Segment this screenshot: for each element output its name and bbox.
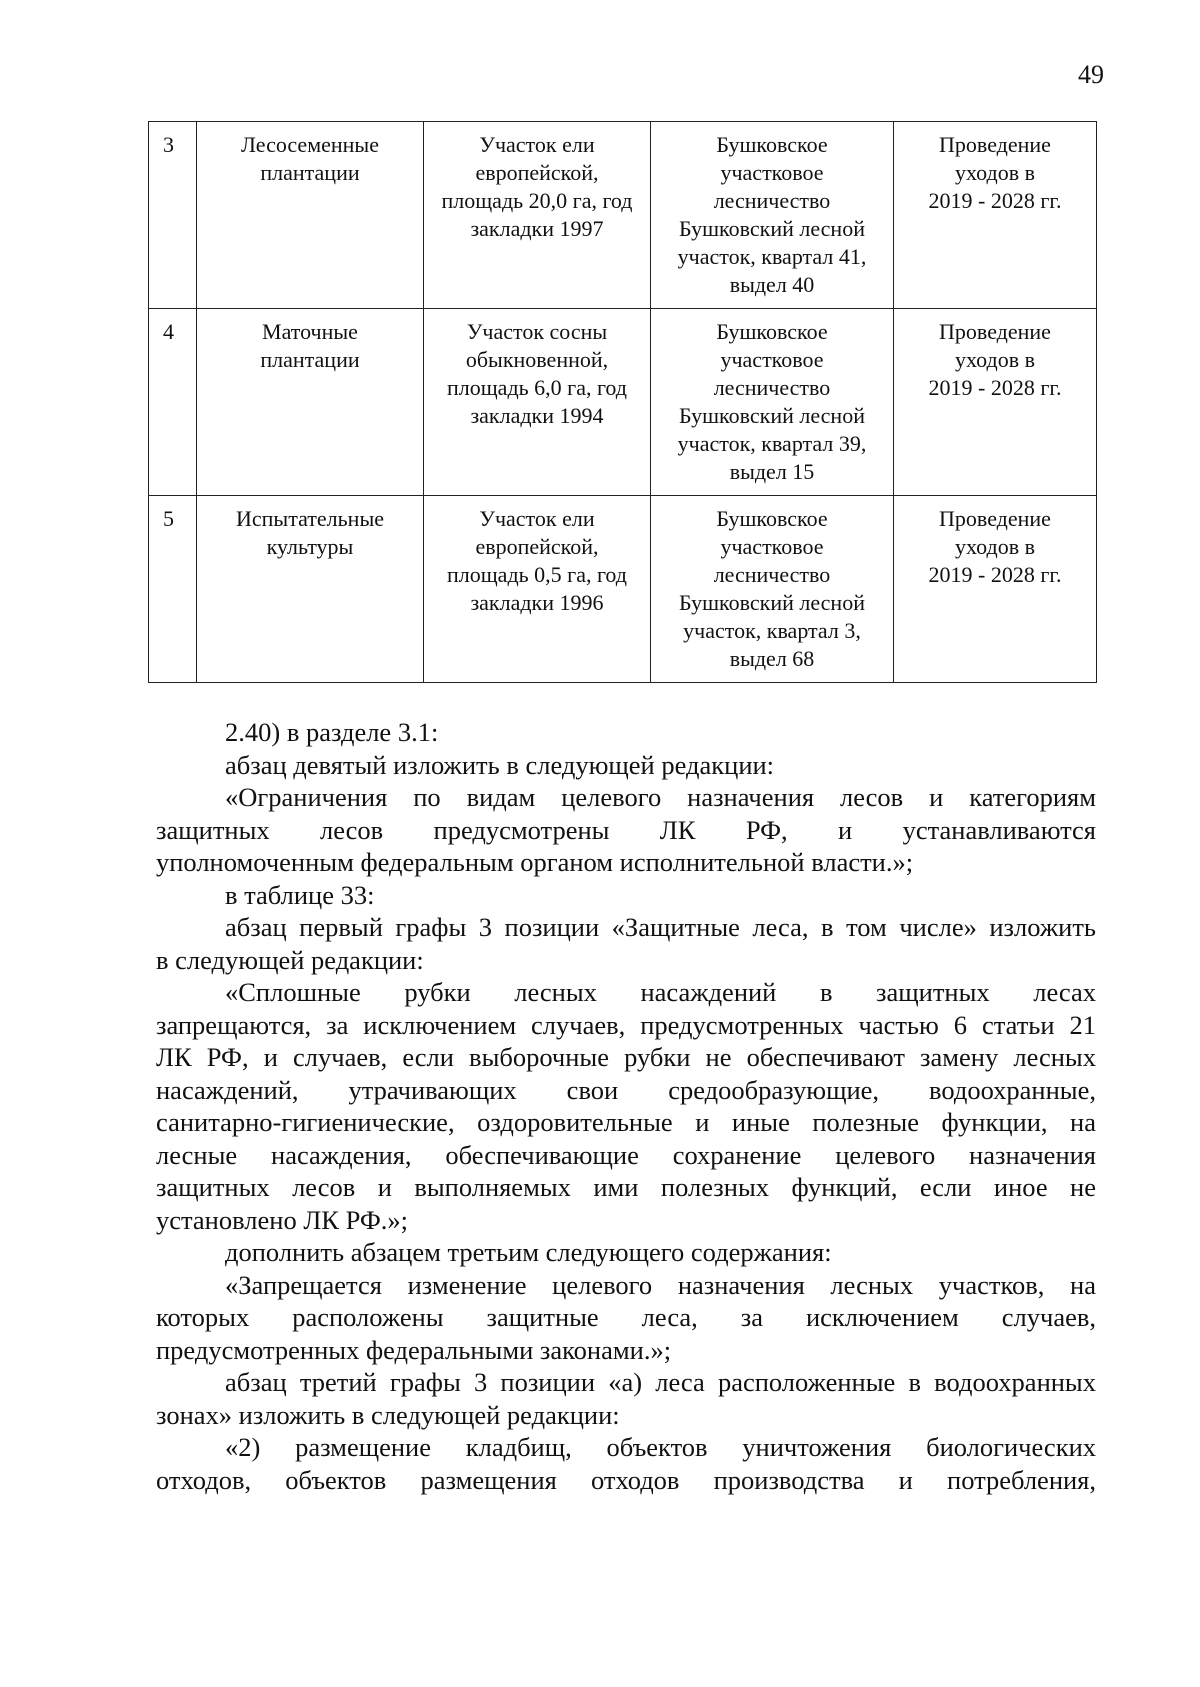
planned-action-cell xyxy=(894,309,1097,496)
plantation-type-cell xyxy=(197,496,424,683)
text-line: абзац первый графы 3 позиции «Защитные леса, в том числе» изложить xyxy=(225,912,1096,942)
planned-action-line: уходов в xyxy=(955,534,1035,559)
site-description-line: закладки 1997 xyxy=(470,216,604,241)
plantations-table xyxy=(148,121,1097,683)
text-line: «Сплошные рубки лесных насаждений в защитных лесах xyxy=(225,977,1096,1007)
table-row xyxy=(149,309,1097,496)
location-line: участковое xyxy=(720,160,824,185)
text-line: которых расположены защитные леса, за исключением случаев, xyxy=(156,1302,1096,1332)
location-line: участковое xyxy=(720,534,824,559)
location-line: Бушковское xyxy=(716,132,828,157)
planned-action-line: 2019 - 2028 гг. xyxy=(928,562,1062,587)
text-line: 2.40) в разделе 3.1: xyxy=(225,717,439,747)
site-description-line: закладки 1994 xyxy=(470,403,604,428)
text-line: абзац третий графы 3 позиции «а) леса расположенные в водоохранных xyxy=(225,1367,1096,1397)
planned-action-line: 2019 - 2028 гг. xyxy=(928,188,1062,213)
planned-action-cell xyxy=(894,496,1097,683)
plantation-type-cell xyxy=(197,309,424,496)
site-description-cell xyxy=(424,496,651,683)
site-description-line: обыкновенной, xyxy=(465,347,609,372)
text-line: зонах» изложить в следующей редакции: xyxy=(156,1399,620,1430)
site-description-line: площадь 20,0 га, год xyxy=(441,188,633,213)
location-line: Бушковский лесной xyxy=(679,216,865,241)
planned-action-line: уходов в xyxy=(955,347,1035,372)
site-description-line: европейской, xyxy=(475,534,599,559)
text-line: защитных лесов и выполняемых ими полезных функций, если иное не xyxy=(156,1172,1096,1202)
text-line: отходов, объектов размещения отходов производства и потребления, xyxy=(156,1464,1096,1495)
amendment-text xyxy=(156,716,1096,1496)
location-line: лесничество xyxy=(713,188,831,213)
location-line: участок, квартал 39, xyxy=(677,431,867,456)
text-line: санитарно-гигиенические, оздоровительные и иные полезные функции, на xyxy=(156,1107,1096,1137)
site-description-cell xyxy=(424,122,651,309)
text-line: в таблице 33: xyxy=(225,879,375,910)
location-cell xyxy=(651,309,894,496)
text-line: насаждений, утрачивающих свои средообразующие, водоохранные, xyxy=(156,1074,1096,1105)
text-line: «2) размещение кладбищ, объектов уничтожения биологических xyxy=(225,1432,1096,1462)
planned-action-line: Проведение xyxy=(939,132,1051,157)
site-description-line: площадь 0,5 га, год xyxy=(446,562,627,587)
location-cell xyxy=(651,496,894,683)
page-number: 49 xyxy=(1078,60,1104,89)
table-body xyxy=(149,122,1097,683)
site-description-line: Участок сосны xyxy=(466,319,608,344)
text-line: уполномоченным федеральным органом исполнительной власти.»; xyxy=(156,847,914,877)
site-description-line: площадь 6,0 га, год xyxy=(446,375,627,400)
table-row xyxy=(149,496,1097,683)
text-line: в следующей редакции: xyxy=(156,944,424,975)
location-line: Бушковский лесной xyxy=(679,590,865,615)
location-line: Бушковское xyxy=(716,319,828,344)
row-number-cell: 5 xyxy=(149,496,197,683)
location-line: лесничество xyxy=(713,562,831,587)
site-description-line: закладки 1996 xyxy=(470,590,604,615)
text-line: установлено ЛК РФ.»; xyxy=(156,1204,409,1235)
text-line: абзац девятый изложить в следующей редакции: xyxy=(225,749,775,780)
plantation-type-cell xyxy=(197,122,424,309)
site-description-line: европейской, xyxy=(475,160,599,185)
text-line: запрещаются, за исключением случаев, предусмотренных частью 6 статьи 21 xyxy=(156,1009,1096,1040)
planned-action-line: 2019 - 2028 гг. xyxy=(928,375,1062,400)
location-line: Бушковский лесной xyxy=(679,403,865,428)
text-line: ЛК РФ, и случаев, если выборочные рубки не обеспечивают замену лесных xyxy=(156,1042,1096,1072)
site-description-cell xyxy=(424,309,651,496)
table-row xyxy=(149,122,1097,309)
plantation-type-line: Маточные xyxy=(262,319,358,344)
location-line: участковое xyxy=(720,347,824,372)
plantation-type-line: Испытательные xyxy=(236,506,384,531)
plantation-type-line: культуры xyxy=(266,534,354,559)
text-line: «Ограничения по видам целевого назначения лесов и категориям xyxy=(225,782,1096,812)
plantation-type-line: Лесосеменные xyxy=(241,132,379,157)
location-cell xyxy=(651,122,894,309)
plantation-type-line: плантации xyxy=(260,347,360,372)
text-line: предусмотренных федеральными законами.»; xyxy=(156,1334,672,1365)
site-description-line: Участок ели xyxy=(479,506,595,531)
text-line: дополнить абзацем третьим следующего содержания: xyxy=(225,1237,832,1267)
location-line: Бушковское xyxy=(716,506,828,531)
planned-action-line: уходов в xyxy=(955,160,1035,185)
text-line: лесные насаждения, обеспечивающие сохранение целевого назначения xyxy=(156,1139,1096,1170)
plantation-type-line: плантации xyxy=(260,160,360,185)
row-number-cell: 4 xyxy=(149,309,197,496)
location-line: лесничество xyxy=(713,375,831,400)
row-number-cell: 3 xyxy=(149,122,197,309)
location-line: участок, квартал 41, xyxy=(677,244,867,269)
location-line: выдел 40 xyxy=(729,272,815,297)
text-line: защитных лесов предусмотрены ЛК РФ, и устанавливаются xyxy=(156,814,1096,845)
planned-action-cell xyxy=(894,122,1097,309)
text-line: «Запрещается изменение целевого назначения лесных участков, на xyxy=(225,1269,1096,1300)
planned-action-line: Проведение xyxy=(939,319,1051,344)
planned-action-line: Проведение xyxy=(939,506,1051,531)
location-line: выдел 15 xyxy=(729,459,815,484)
site-description-line: Участок ели xyxy=(479,132,595,157)
location-line: выдел 68 xyxy=(729,646,815,671)
location-line: участок, квартал 3, xyxy=(683,618,861,643)
